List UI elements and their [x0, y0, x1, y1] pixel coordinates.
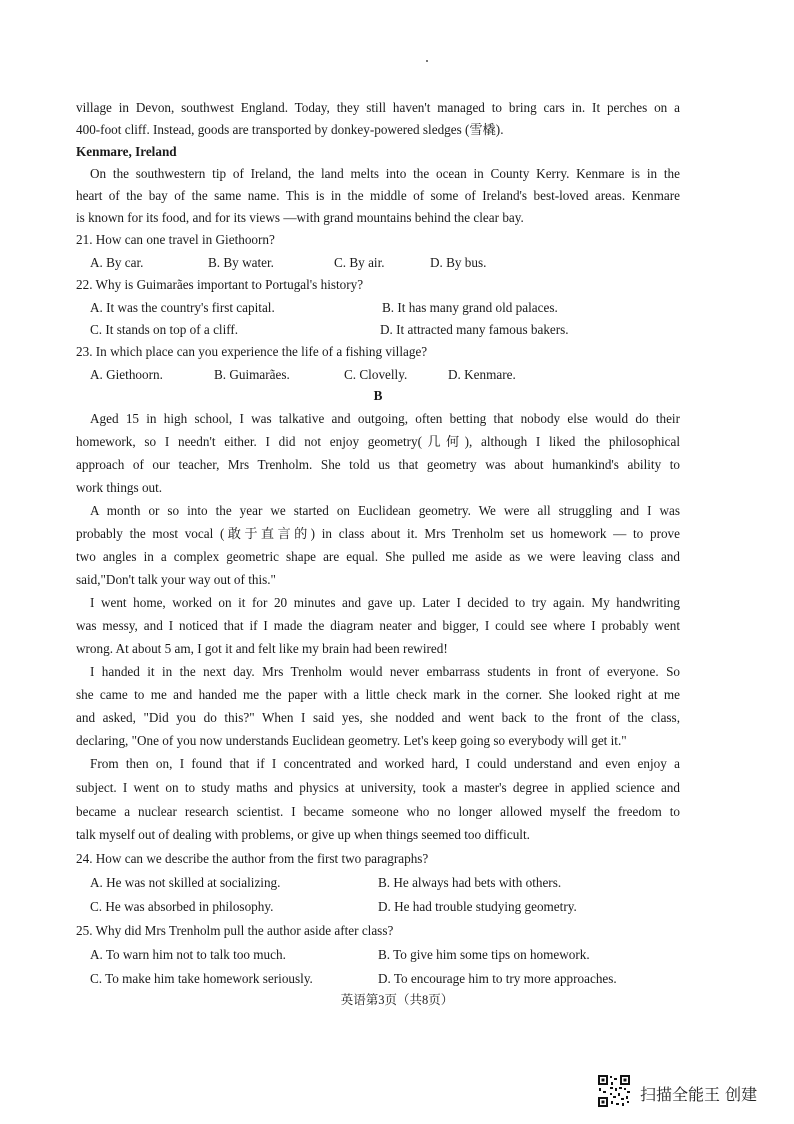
passage-line: said,"Don't talk your way out of this.": [76, 572, 276, 587]
question-option: B. Guimarães.: [214, 367, 290, 382]
question-option: D. He had trouble studying geometry.: [378, 899, 577, 914]
question-stem: 23. In which place can you experience the life of a fishing village?: [76, 344, 428, 359]
question-option: A. He was not skilled at socializing.: [90, 875, 281, 890]
passage-line: 400-foot cliff. Instead, goods are transported by donkey-powered sledges (雪橇).: [76, 122, 504, 137]
passage-line: homework, so I needn't either. I did not enjoy geometry(几何), although I liked the philosophical: [76, 434, 680, 449]
passage-line: approach of our teacher, Mrs Trenholm. She told us that geometry was about humankind's ability to: [76, 457, 680, 472]
passage-line: On the southwestern tip of Ireland, the land melts into the ocean in County Kerry. Kenmare is in the: [90, 166, 680, 181]
question-stem: 21. How can one travel in Giethoorn?: [76, 232, 275, 247]
passage-line: work things out.: [76, 480, 163, 495]
question-option: C. To make him take homework seriously.: [90, 971, 313, 986]
question-option: B. To give him some tips on homework.: [378, 947, 590, 962]
passage-line: wrong. At about 5 am, I got it and felt like my brain had been rewired!: [76, 641, 448, 656]
question-stem: 22. Why is Guimarães important to Portugal's history?: [76, 277, 364, 292]
question-option: A. To warn him not to talk too much.: [90, 947, 286, 962]
passage-line: two angles in a complex geometric shape are equal. She pulled me aside as we were leaving class and: [76, 549, 680, 564]
question-option: D. By bus.: [430, 255, 487, 270]
passage-line: I handed it in the next day. Mrs Trenholm would never embarrass students in front of everyone. So: [90, 664, 680, 679]
passage-line: declaring, "One of you now understands Euclidean geometry. Let's keep going so everybody will get it.": [76, 733, 627, 748]
section-heading-b: B: [373, 388, 383, 403]
question-option: B. It has many grand old palaces.: [382, 300, 558, 315]
question-option: D. Kenmare.: [448, 367, 516, 382]
question-option: D. To encourage him to try more approaches.: [378, 971, 617, 986]
page-footer: 英语第3页（共8页）: [340, 993, 454, 1007]
question-option: C. He was absorbed in philosophy.: [90, 899, 274, 914]
passage-line: she came to me and handed me the paper with a little check mark in the corner. She looked right at me: [76, 687, 680, 702]
passage-line: talk myself out of dealing with problems, or give up when things seemed too difficult.: [76, 827, 530, 842]
question-option: D. It attracted many famous bakers.: [380, 322, 569, 337]
question-option: A. By car.: [90, 255, 144, 270]
section-heading-kenmare: Kenmare, Ireland: [76, 144, 177, 159]
passage-line: Aged 15 in high school, I was talkative and outgoing, often betting that nobody else would do their: [90, 411, 680, 426]
passage-line: is known for its food, and for its views —with grand mountains behind the clear bay.: [76, 210, 524, 225]
qr-code-icon: [597, 1074, 631, 1108]
passage-line: became a nuclear research scientist. I became someone who no longer allowed myself the freedom to: [76, 804, 680, 819]
scanner-watermark: 扫描全能王 创建: [640, 1085, 758, 1104]
question-option: B. He always had bets with others.: [378, 875, 562, 890]
passage-line: subject. I went on to study maths and physics at university, took a master's degree in applied science and: [76, 780, 680, 795]
question-option: C. By air.: [334, 255, 385, 270]
passage-line: village in Devon, southwest England. Today, they still haven't managed to bring cars in. It perches on a: [76, 100, 680, 115]
passage-line: From then on, I found that if I concentrated and worked hard, I could understand and even enjoy a: [90, 756, 680, 771]
question-option: B. By water.: [208, 255, 274, 270]
passage-line: heart of the bay of the same name. This is in the middle of some of Ireland's best-loved areas. Kenmare: [76, 188, 680, 203]
question-option: C. Clovelly.: [344, 367, 408, 382]
question-option: A. Giethoorn.: [90, 367, 163, 382]
question-stem: 25. Why did Mrs Trenholm pull the author aside after class?: [76, 923, 394, 938]
question-stem: 24. How can we describe the author from the first two paragraphs?: [76, 851, 429, 866]
passage-line: was messy, and I noticed that if I made the diagram neater and bigger, I could see where I probably went: [76, 618, 680, 633]
passage-line: probably the most vocal (敢于直言的) in class about it. Mrs Trenholm set us homework — to prove: [76, 526, 680, 541]
passage-line: A month or so into the year we started on Euclidean geometry. We were all struggling and I was: [90, 503, 680, 518]
question-option: C. It stands on top of a cliff.: [90, 322, 239, 337]
passage-line: I went home, worked on it for 20 minutes and gave up. Later I decided to try again. My handwriting: [90, 595, 680, 610]
scan-speck: [426, 60, 428, 62]
question-option: A. It was the country's first capital.: [90, 300, 275, 315]
passage-line: and asked, "Did you do this?" When I said yes, she nodded and went back to the front of the class,: [76, 710, 680, 725]
